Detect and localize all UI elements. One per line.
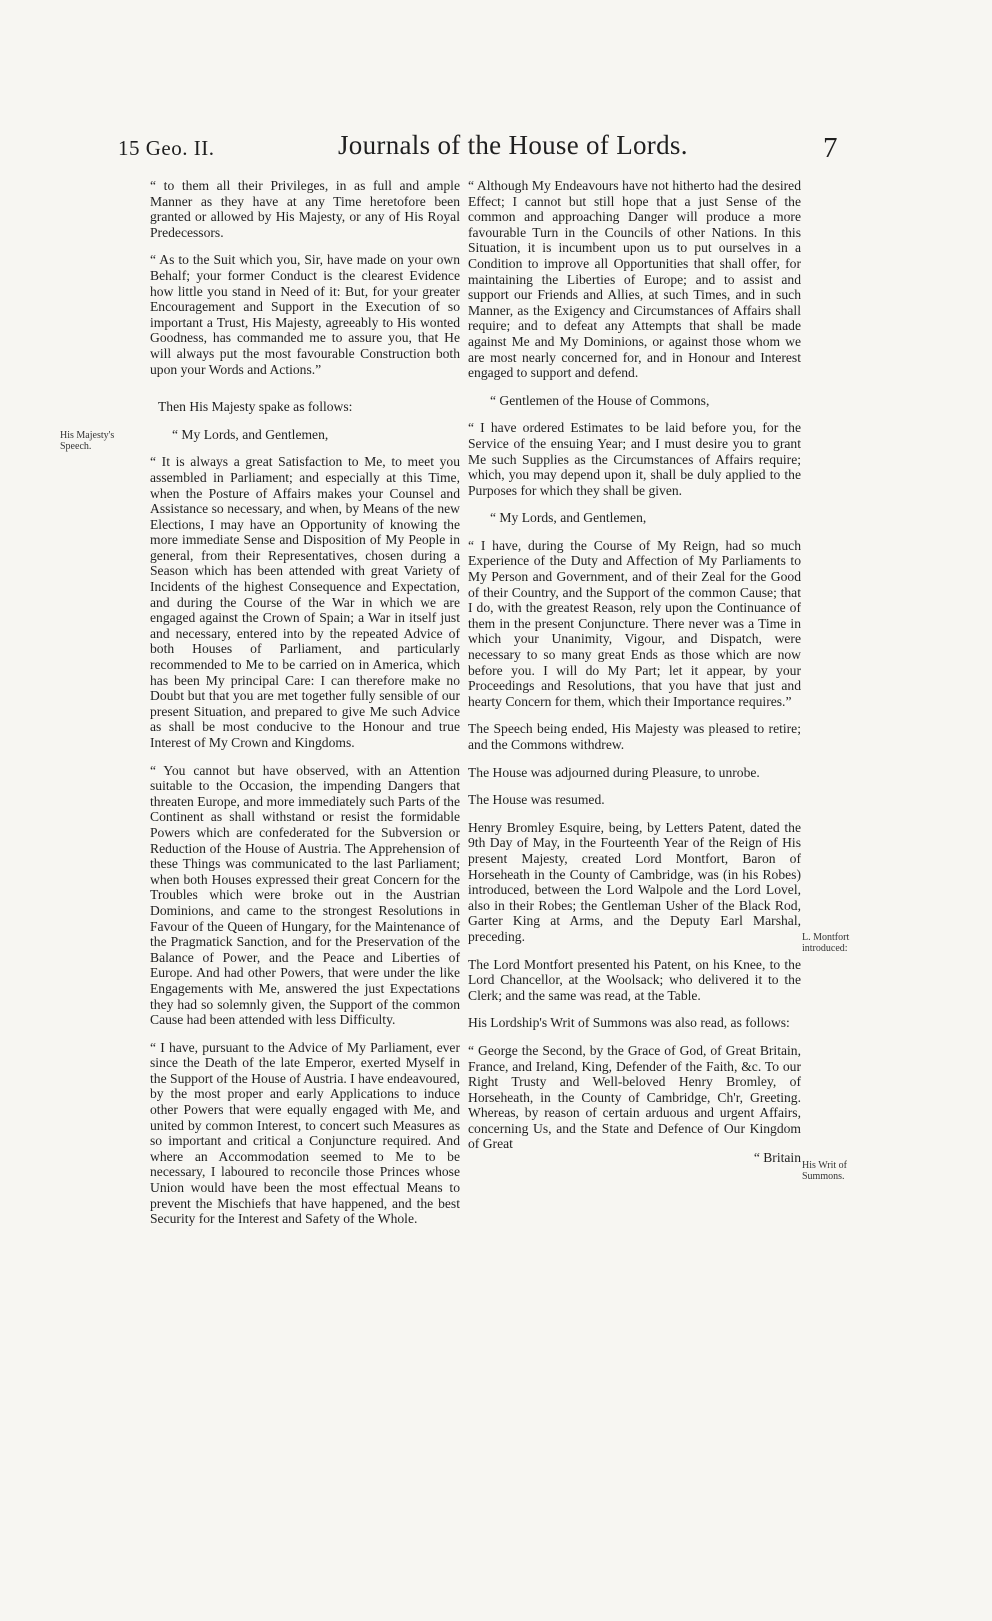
paragraph: “ Although My Endeavours have not hitherto had the desired Effect; I cannot but still hope that a just Sense of the common and approaching Danger will produce a more favourable Turn in the Councils of other Nations. In this Situation, it is incumbent upon us to put ourselves in a Condition to improve all Opportunities that shall offer, for maintaining the Liberties of Europe; and to assist and support our Friends and Allies, at such Times, and in such Manner, as the Exigency and Circumstances of Affairs shall require; and to defeat any Attempts that shall be made against Me and My Dominions, or against those whom we are most nearly concerned for, and in Honour and Interest engaged to support and defend. (468, 178, 801, 381)
paragraph: “ George the Second, by the Grace of God, of Great Britain, France, and Ireland, King, Defender of the Faith, &c. To our Right Trusty and Well-beloved Henry Bromley, of Horseheath, in the County of Cambridge, Ch'r, Greeting. Whereas, by reason of certain arduous and urgent Affairs, concerning Us, and the State and Defence of Our Kingdom of Great (468, 1042, 801, 1152)
margin-note-speech: His Majesty's Speech. (60, 430, 115, 452)
left-column (150, 178, 460, 1239)
catchword: “ Britain (753, 1150, 801, 1166)
paragraph: The House was resumed. (468, 792, 605, 808)
paragraph: “ You cannot but have observed, with an Attention suitable to the Occasion, the impending Dangers that threaten Europe, and more immediately such Parts of the Continent as shall withstand or resist the formidable Powers which are confederated for the Subversion or Reduction of the House of Austria. The Apprehension of these Things was communicated to the last Parliament; when both Houses expressed their great Concern for the Troubles which were broke out in the Austrian Dominions, and came to the strongest Resolutions in Favour of the Queen of Hungary, for the Maintenance of the Pragmatick Sanction, and for the Preservation of the Balance of Power, and the Peace and Liberties of Europe. And had other Powers, that were under the like Engagements with Me, answered the just Expectations they had so solemnly given, the Support of the common Cause had been attended with less Difficulty. (150, 762, 460, 1028)
margin-note-writ: His Writ of Summons. (802, 1160, 847, 1182)
paragraph: “ My Lords, and Gentlemen, (490, 510, 647, 526)
paragraph: “ My Lords, and Gentlemen, (172, 426, 329, 442)
paragraph: “ It is always a great Satisfaction to Me, to meet you assembled in Parliament; and especially at this Time, when the Posture of Affairs makes your Counsel and Assistance so necessary, and when, by Means of the new Elections, I may have an Opportunity of knowing the more immediate Sense and Disposition of My People in general, from their Representatives, chosen during a Season which has been attended with great Variety of Incidents of the highest Consequence and Expectation, and during the Course of the War in which we are engaged against the Crown of Spain; a War in itself just and necessary, entered into by the repeated Advice of both Houses of Parliament, and particularly recommended to Me to be carried on in America, which has been My principal Care: I can therefore make no Doubt but that you are met together fully sensible of our present Situation, and prepared to give Me such Advice as shall be most conducive to the Honour and true Interest of My Crown and Kingdoms. (150, 454, 460, 750)
running-title: Journals of the House of Lords. (338, 130, 688, 160)
paragraph: “ to them all their Privileges, in as full and ample Manner as they have at any Time heretofore been granted or allowed by His Majesty, or any of His Royal Predecessors. (150, 178, 460, 240)
paragraph: Then His Majesty spake as follows: (158, 399, 353, 415)
paragraph: “ I have ordered Estimates to be laid before you, for the Service of the ensuing Year; and I must desire you to grant Me such Supplies as the Circumstances of Affairs require; which, you may depend upon it, shall be duly applied to the Purposes for which they shall be given. (468, 420, 801, 498)
right-column (468, 178, 801, 1166)
paragraph: “ I have, pursuant to the Advice of My Parliament, ever since the Death of the late Emperor, exerted Myself in the Support of the House of Austria. I have endeavoured, by the most proper and early Applications to induce other Powers that were equally engaged with Me, and united by common Interest, to concert such Measures as so important and critical a Conjuncture required. And where an Accommodation seemed to Me to be necessary, I laboured to reconcile those Princes whose Union would have been the most effectual Means to prevent the Mischiefs that have happened, and the best Security for the Interest and Safety of the Whole. (150, 1039, 460, 1227)
page-header (118, 128, 848, 172)
paragraph: “ As to the Suit which you, Sir, have made on your own Behalf; your former Conduct is the clearest Evidence how little you stand in Need of it: But, for your greater Encouragement and Support in the Execution of so important a Trust, His Majesty, agreeably to His wonted Goodness, has commanded me to assure you, that He will always put the most favourable Construction both upon your Words and Actions.” (150, 252, 460, 377)
paragraph: “ Gentlemen of the House of Commons, (490, 392, 710, 408)
paragraph: “ I have, during the Course of My Reign, had so much Experience of the Duty and Affection of My Parliaments to My Person and Government, and of their Zeal for the Good of their Country, and the Support of the common Cause; that I do, with the greatest Reason, rely upon the Continuance of them in the present Conjuncture. There never was a Time in which your Unanimity, Vigour, and Dispatch, were necessary to so many great Ends as those which are now before you. I will do My Part; let it appear, by your Proceedings and Resolutions, that you have that just and hearty Concern for them, which their Importance requires.” (468, 537, 801, 709)
paragraph: His Lordship's Writ of Summons was also read, as follows: (468, 1015, 790, 1031)
page-number: 7 (823, 132, 838, 164)
paragraph: Henry Bromley Esquire, being, by Letters Patent, dated the 9th Day of May, in the Fourteenth Year of the Reign of His present Majesty, created Lord Montfort, Baron of Horseheath in the County of Cambridge, was (in his Robes) introduced, between the Lord Walpole and the Lord Lovel, also in their Robes; the Gentleman Usher of the Black Rod, Garter King at Arms, and the Deputy Earl Marshal, preceding. (468, 819, 801, 944)
paragraph: The Speech being ended, His Majesty was pleased to retire; and the Commons withdrew. (468, 721, 801, 752)
paragraph: The Lord Montfort presented his Patent, on his Knee, to the Lord Chancellor, at the Woolsack; who delivered it to the Clerk; and the same was read, at the Table. (468, 956, 801, 1003)
margin-note-montfort: L. Montfort introduced: (802, 932, 850, 954)
regnal-year: 15 Geo. II. (118, 136, 215, 160)
paragraph: The House was adjourned during Pleasure, to unrobe. (468, 764, 760, 780)
